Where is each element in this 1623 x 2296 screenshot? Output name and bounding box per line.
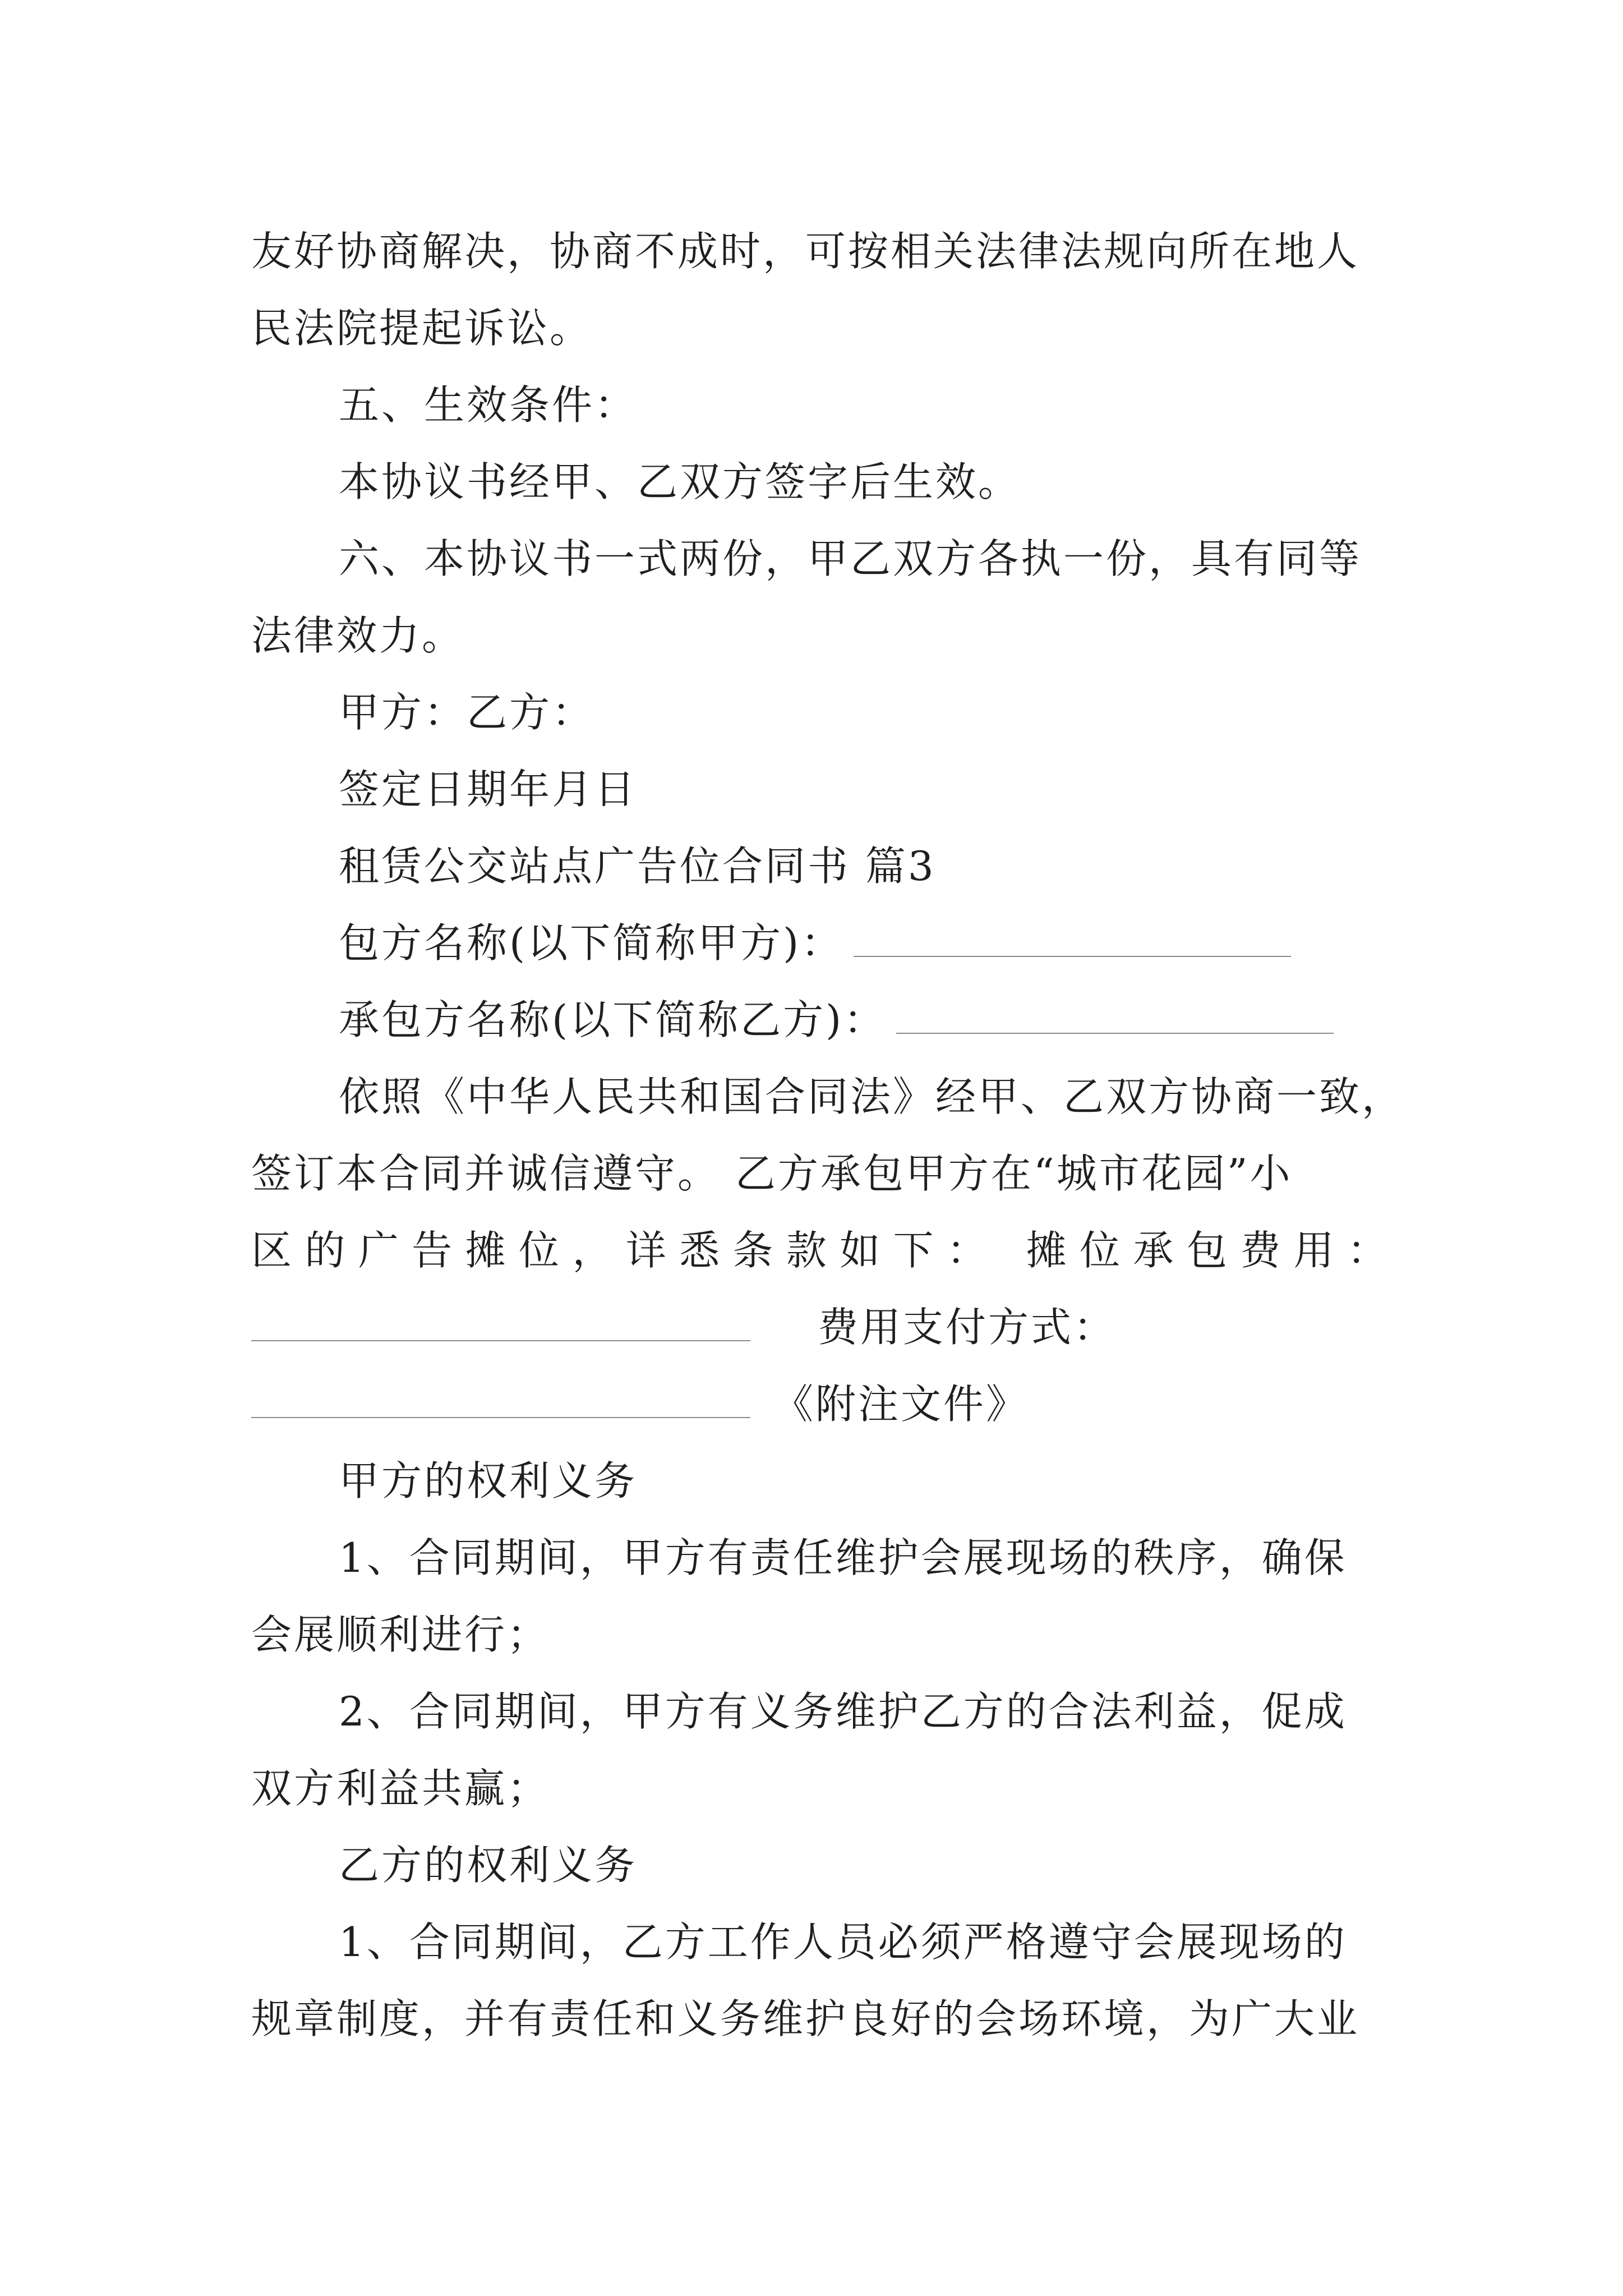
section-heading: 乙方的权利义务: [339, 1842, 638, 1889]
fee-blank: [251, 1306, 750, 1341]
party-b-blank: [896, 999, 1334, 1034]
payment-method-label: 费用支付方式：: [818, 1304, 1117, 1351]
section-heading: 五、生效条件：: [339, 381, 638, 429]
paragraph-line: 本协议书经甲、乙双方签字后生效。: [339, 458, 1021, 505]
attachment-label: 《附注文件》: [773, 1381, 1029, 1428]
paragraph-line: 区的广告摊位，详悉条款如下： 摊位承包费用：: [251, 1227, 1390, 1274]
contract-title: 租赁公交站点广告位合同书 篇3: [339, 843, 936, 890]
paragraph-line: 2、合同期间，甲方有义务维护乙方的合法利益，促成: [339, 1688, 1347, 1735]
party-a-line: [251, 905, 1390, 982]
party-b-label: 承包方名称(以下简称乙方)：: [339, 996, 887, 1043]
paragraph-line: 六、本协议书一式两份，甲乙双方各执一份，具有同等: [339, 535, 1362, 582]
paragraph-line: 签订本合同并诚信遵守。 乙方承包甲方在“城市花园”小: [251, 1150, 1293, 1197]
paragraph-line: 依照《中华人民共和国合同法》经甲、乙双方协商一致，: [339, 1073, 1405, 1120]
paragraph-line: 双方利益共赢；: [251, 1765, 550, 1812]
payment-method-line: [251, 1289, 1390, 1366]
document-body: [251, 213, 1405, 2058]
signature-line: 甲方：乙方：: [339, 689, 595, 736]
paragraph-line: 1、合同期间，甲方有责任维护会展现场的秩序，确保: [339, 1534, 1347, 1581]
party-b-line: [251, 982, 1390, 1059]
paragraph-line: 民法院提起诉讼。: [251, 305, 593, 352]
paragraph-line: 规章制度，并有责任和义务维护良好的会场环境，为广大业: [251, 1995, 1360, 2042]
paragraph-line: 法律效力。: [251, 612, 465, 659]
party-a-label: 包方名称(以下简称甲方)：: [339, 919, 844, 967]
section-heading: 甲方的权利义务: [339, 1457, 638, 1504]
attachment-line: [251, 1366, 1390, 1443]
payment-blank: [251, 1383, 750, 1418]
paragraph-line: 1、合同期间，乙方工作人员必须严格遵守会展现场的: [339, 1918, 1347, 1966]
paragraph-line: 会展顺利进行；: [251, 1611, 550, 1658]
party-a-blank: [854, 922, 1291, 957]
date-line: 签定日期年月日: [339, 766, 638, 813]
paragraph-line: 友好协商解决，协商不成时，可按相关法律法规向所在地人: [251, 228, 1360, 275]
